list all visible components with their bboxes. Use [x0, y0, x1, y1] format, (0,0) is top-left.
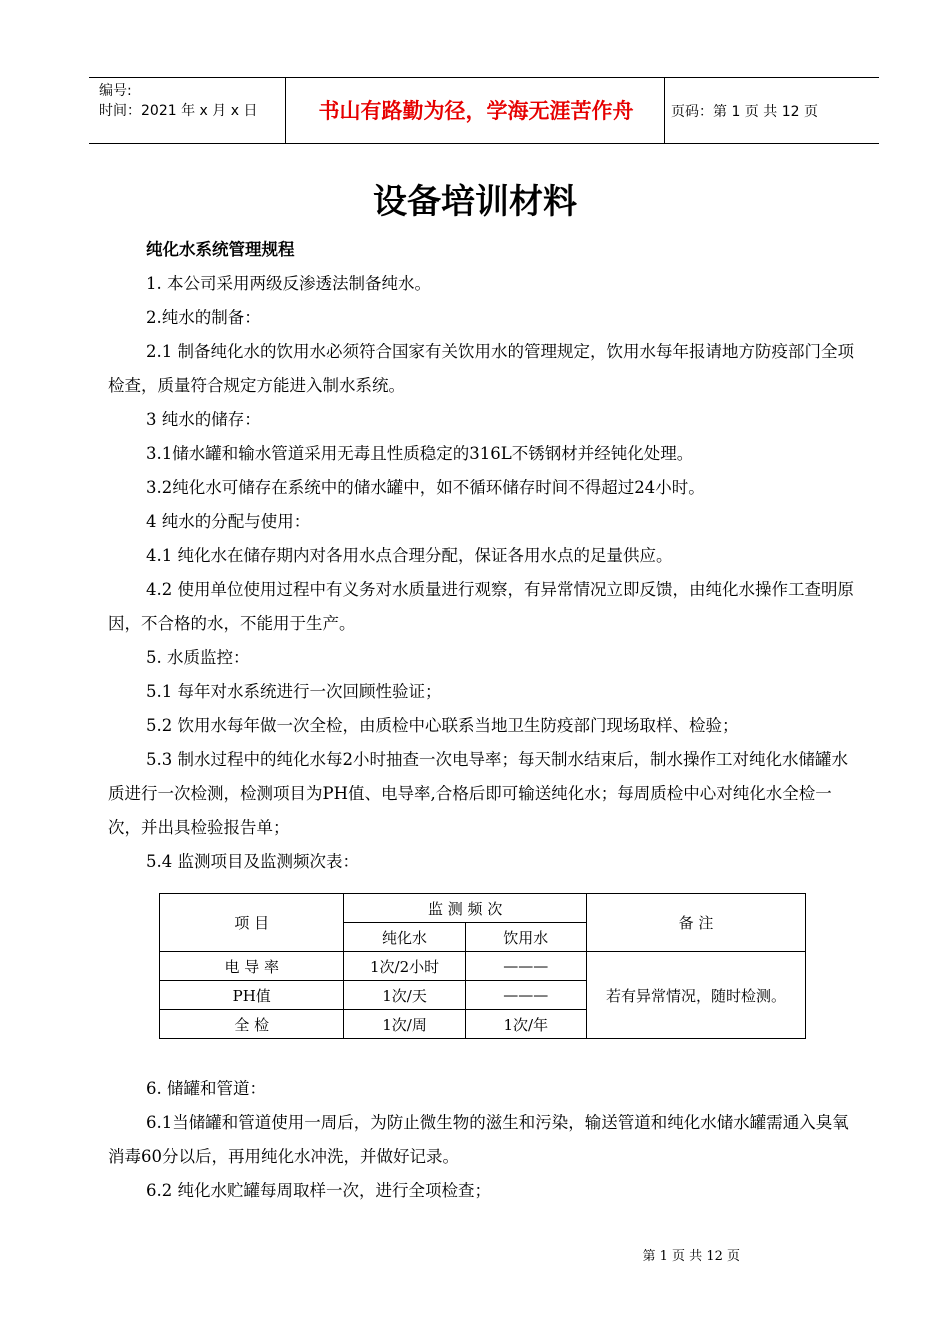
table-cell-pure: 1次/天	[344, 981, 465, 1010]
table-header-item: 项 目	[160, 894, 344, 952]
table-cell-pure: 1次/周	[344, 1010, 465, 1039]
paragraph: 2.1 制备纯化水的饮用水必须符合国家有关饮用水的管理规定，饮用水每年报请地方防疫部门全项检查，质量符合规定方能进入制水系统。	[108, 342, 854, 395]
paragraph: 4 纯水的分配与使用：	[146, 512, 311, 531]
paragraph: 5.1 每年对水系统进行一次回顾性验证；	[146, 682, 442, 701]
paragraph: 6.1当储罐和管道使用一周后，为防止微生物的滋生和污染，输送管道和纯化水储水罐需通入臭氧消毒60分以后，再用纯化水冲洗，并做好记录。	[108, 1113, 849, 1166]
paragraph: 6. 储罐和管道：	[146, 1079, 266, 1098]
section-heading: 纯化水系统管理规程	[146, 240, 295, 259]
table-row	[160, 952, 806, 981]
page-footer: 第 1 页 共 12 页	[642, 1249, 740, 1264]
paragraph: 3.2纯化水可储存在系统中的储水罐中，如不循环储存时间不得超过24小时。	[146, 478, 705, 497]
monitoring-table	[159, 893, 806, 1039]
paragraph: 2.纯水的制备：	[146, 308, 261, 327]
table-cell-pure: 1次/2小时	[344, 952, 465, 981]
paragraph: 4.1 纯化水在储存期内对各用水点合理分配，保证各用水点的足量供应。	[146, 546, 673, 565]
paragraph: 3.1储水罐和输水管道采用无毒且性质稳定的316L不锈钢材并经钝化处理。	[146, 444, 694, 463]
paragraph: 5.2 饮用水每年做一次全检，由质检中心联系当地卫生防疫部门现场取样、检验；	[146, 716, 739, 735]
table-cell-drink: ———	[465, 952, 586, 981]
document-body	[108, 233, 860, 879]
document-time: 时间：2021 年 x 月 x 日	[99, 103, 258, 119]
paragraph: 6.2 纯化水贮罐每周取样一次，进行全项检查；	[146, 1181, 491, 1200]
table-header-note: 备 注	[586, 894, 805, 952]
document-title: 设备培训材料	[373, 182, 577, 222]
table-cell-note: 若有异常情况，随时检测。	[586, 952, 805, 1039]
table-cell-item: 全 检	[160, 1010, 344, 1039]
paragraph: 5. 水质监控：	[146, 648, 250, 667]
table-header-frequency: 监 测 频 次	[344, 894, 587, 923]
header-page-number: 页码：第 1 页 共 12 页	[671, 104, 818, 120]
table-header-drinking-water: 饮用水	[465, 923, 586, 952]
table-header-pure-water: 纯化水	[344, 923, 465, 952]
paragraph: 1. 本公司采用两级反渗透法制备纯水。	[146, 274, 431, 293]
page-header	[89, 77, 879, 144]
document-number-label: 编号:	[99, 83, 132, 99]
paragraph: 3 纯水的储存：	[146, 410, 261, 429]
header-divider	[664, 78, 665, 144]
table-cell-drink: ———	[465, 981, 586, 1010]
paragraph: 5.4 监测项目及监测频次表：	[146, 852, 359, 871]
document-body-continued	[108, 1072, 860, 1208]
header-divider	[285, 78, 286, 144]
table-cell-drink: 1次/年	[465, 1010, 586, 1039]
paragraph: 4.2 使用单位使用过程中有义务对水质量进行观察，有异常情况立即反馈，由纯化水操作工查明原因，不合格的水，不能用于生产。	[108, 580, 854, 633]
header-meta	[99, 81, 257, 121]
table-cell-item: 电 导 率	[160, 952, 344, 981]
header-motto: 书山有路勤为径，学海无涯苦作舟	[318, 99, 634, 123]
table-cell-item: PH值	[160, 981, 344, 1010]
paragraph: 5.3 制水过程中的纯化水每2小时抽查一次电导率；每天制水结束后，制水操作工对纯化水储罐水质进行一次检测，检测项目为PH值、电导率,合格后即可输送纯化水；每周质检中心对纯化水全检一次，并出具检验报告单；	[108, 750, 848, 837]
